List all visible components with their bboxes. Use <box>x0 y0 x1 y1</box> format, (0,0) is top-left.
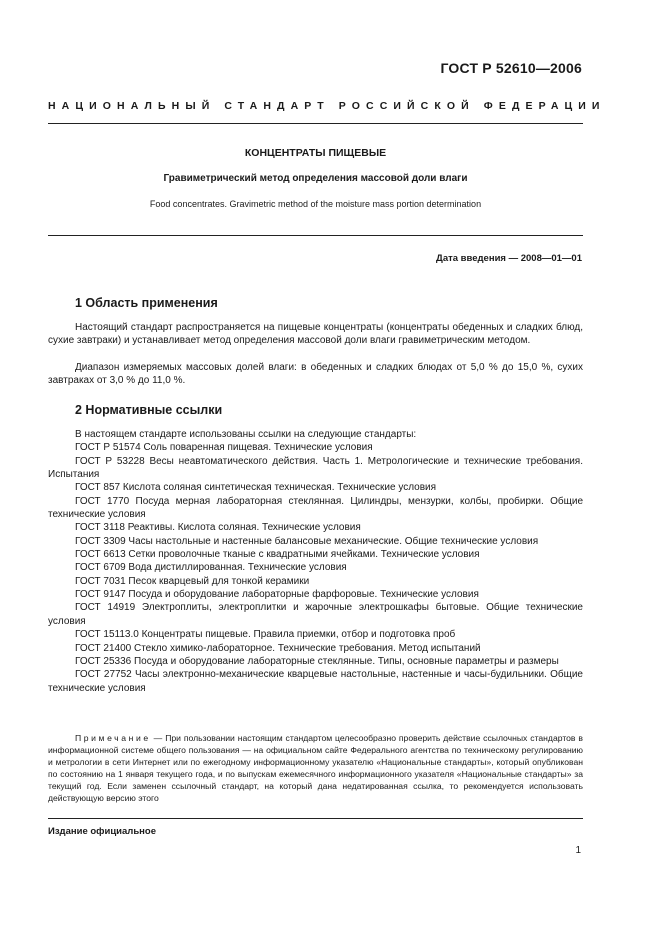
reference-item: ГОСТ 3309 Часы настольные и настенные балансовые механические. Общие технические условия <box>75 535 539 547</box>
reference-item: ГОСТ Р 51574 Соль поваренная пищевая. Технические условия <box>75 442 373 454</box>
references-list <box>48 428 583 695</box>
reference-item: ГОСТ 25336 Посуда и оборудование лабораторные стеклянные. Типы, основные параметры и размеры <box>75 655 559 667</box>
reference-item: ГОСТ 1770 Посуда мерная лабораторная стеклянная. Цилиндры, мензурки, колбы, пробирки. Общие технические условия <box>48 495 583 521</box>
document-english-title: Food concentrates. Gravimetric method of the moisture mass portion determination <box>149 199 482 209</box>
note-text: — При пользовании настоящим стандартом целесообразно проверить действие ссылочных стандартов в информационной системе общего пользования — на официальном сайте Федерального агентства по техническому регулированию и метрологии в сети Интернет или по ежегодному информационному указателю «Национальные стандарты», который опубликован по состоянию на 1 января текущего года, и по выпускам ежемесячного информационного указателя «Национальные стандарты» за текущий год. Если заменен ссылочный стандарт, на который дана недатированная ссылка, то рекомендуется использовать действующую версию этого <box>48 733 583 803</box>
reference-item: ГОСТ 15113.0 Концентраты пищевые. Правила приемки, отбор и подготовка проб <box>75 629 456 641</box>
national-standard-heading: НАЦИОНАЛЬНЫЙ СТАНДАРТ РОССИЙСКОЙ ФЕДЕРАЦИИ <box>48 100 606 112</box>
reference-item: ГОСТ 6613 Сетки проволочные тканые с квадратными ячейками. Технические условия <box>75 549 480 561</box>
page-number: 1 <box>575 845 581 856</box>
reference-item: ГОСТ 7031 Песок кварцевый для тонкой керамики <box>75 575 310 587</box>
references-intro: В настоящем стандарте использованы ссылки на следующие стандарты: <box>75 429 417 440</box>
reference-item: ГОСТ Р 53228 Весы неавтоматического действия. Часть 1. Метрологические и технические требования. Испытания <box>48 455 583 481</box>
reference-item: ГОСТ 857 Кислота соляная синтетическая техническая. Технические условия <box>75 482 437 494</box>
reference-item: ГОСТ 27752 Часы электронно-механические кварцевые настольные, настенные и часы-будильники. Общие технические условия <box>48 669 583 694</box>
reference-item: ГОСТ 6709 Вода дистиллированная. Технические условия <box>75 562 347 574</box>
official-edition-label: Издание официальное <box>48 826 156 837</box>
top-divider <box>48 123 583 124</box>
section-1-paragraph: Настоящий стандарт распространяется на пищевые концентраты (концентраты обеденных и сладких блюд, сухие завтраки) и устанавливает метод определения массовой доли влаги гравиметрическим методом. <box>48 322 583 347</box>
introduction-date: Дата введения — 2008—01—01 <box>436 253 582 264</box>
document-title: КОНЦЕНТРАТЫ ПИЩЕВЫЕ <box>244 147 387 159</box>
document-subtitle: Гравиметрический метод определения массовой доли влаги <box>163 173 468 184</box>
reference-item: ГОСТ 14919 Электроплиты, электроплитки и жарочные электрошкафы бытовые. Общие технические условия <box>48 602 583 627</box>
section-2-heading: 2 Нормативные ссылки <box>75 403 223 417</box>
footer-divider <box>48 818 583 819</box>
note-label: Примечание <box>75 733 151 743</box>
references-note <box>48 733 583 804</box>
section-1-heading: 1 Область применения <box>75 296 218 310</box>
reference-item: ГОСТ 3118 Реактивы. Кислота соляная. Технические условия <box>75 522 361 534</box>
reference-item: ГОСТ 21400 Стекло химико-лабораторное. Технические требования. Метод испытаний <box>75 642 481 654</box>
reference-item: ГОСТ 9147 Посуда и оборудование лабораторные фарфоровые. Технические условия <box>75 589 479 601</box>
gost-number: ГОСТ Р 52610—2006 <box>440 60 582 76</box>
section-1-paragraph: Диапазон измеряемых массовых долей влаги: в обеденных и сладких блюдах от 5,0 % до 15,0 %, сухих завтраках от 3,0 % до 11,0 %. <box>48 362 583 387</box>
title-divider <box>48 235 583 236</box>
